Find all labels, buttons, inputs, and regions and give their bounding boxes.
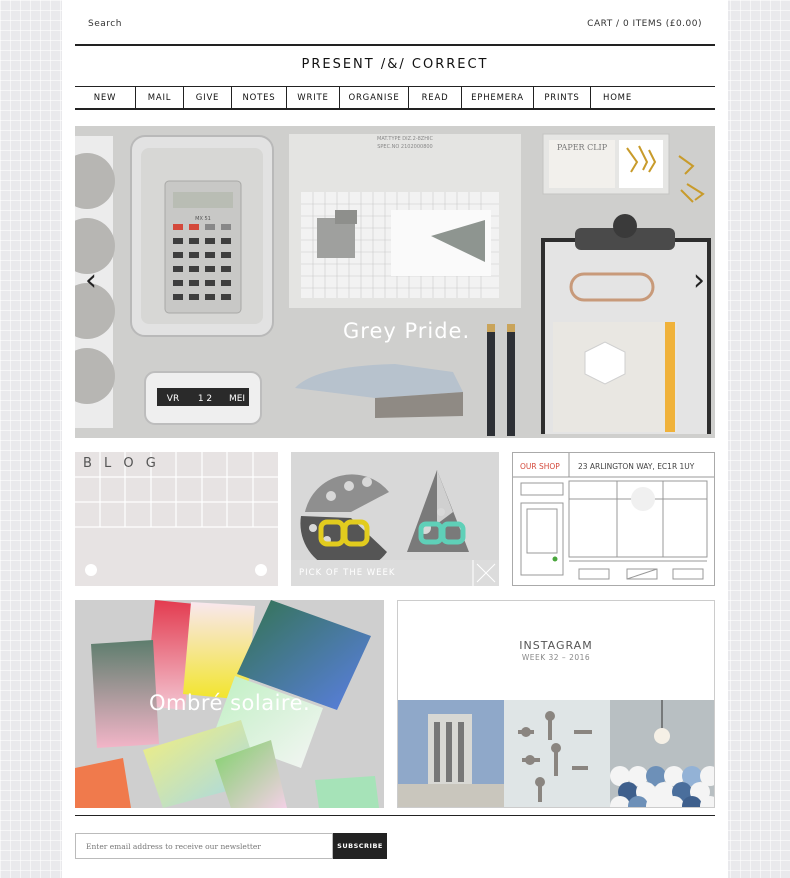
search-link[interactable]: Search [88, 19, 122, 29]
shop-address: 23 ARLINGTON WAY, EC1R 1UY [578, 462, 695, 471]
nav-item-give[interactable]: GIVE [184, 87, 232, 108]
cart-link[interactable]: CART / 0 ITEMS (£0.00) [587, 19, 702, 29]
nav-item-write[interactable]: WRITE [287, 87, 340, 108]
nav-item-ephemera[interactable]: EPHEMERA [462, 87, 534, 108]
our-shop-tile[interactable] [512, 452, 715, 586]
paper-clip-label: PAPER CLIP [556, 143, 608, 152]
chevron-left-icon[interactable]: ‹ [85, 263, 97, 298]
ombre-solaire-tile[interactable] [75, 600, 384, 808]
instagram-title: INSTAGRAM [519, 639, 593, 652]
nav-item-organise[interactable]: ORGANISE [340, 87, 409, 108]
page [62, 0, 728, 878]
nav-item-home[interactable]: HOME [603, 92, 632, 103]
svg-text:1 2: 1 2 [197, 394, 213, 404]
subscribe-button[interactable]: SUBSCRIBE [333, 833, 387, 859]
blog-grid-graphic [75, 452, 278, 586]
hero-caption[interactable]: Grey Pride. [343, 319, 471, 343]
hero-slider[interactable] [75, 126, 715, 438]
svg-text:VR: VR [166, 394, 180, 404]
pick-label: PICK OF THE WEEK [299, 568, 396, 578]
instagram-subtitle: WEEK 32 – 2016 [521, 653, 591, 662]
calculator-label: MX 51 [195, 216, 211, 222]
pick-of-the-week-tile[interactable] [291, 452, 499, 586]
svg-text:MEI: MEI [228, 394, 246, 404]
blog-tile[interactable] [75, 452, 278, 586]
svg-text:SPEC.NO 2102000800: SPEC.NO 2102000800 [377, 144, 433, 150]
instagram-tile[interactable] [397, 600, 715, 808]
pick-image [291, 452, 499, 586]
newsletter-email-input[interactable]: Enter email address to receive our newsletter [75, 833, 333, 859]
top-bar [62, 0, 728, 44]
ombre-caption: Ombré solaire. [149, 691, 311, 715]
svg-text:MAT.TYPE DIZ.2-8ZHIC: MAT.TYPE DIZ.2-8ZHIC [377, 136, 433, 142]
nav-item-mail[interactable]: MAIL [136, 87, 184, 108]
footer-divider [75, 815, 715, 816]
instagram-photos [398, 700, 714, 807]
header-divider [75, 44, 715, 46]
hero-image [75, 126, 715, 438]
nav-item-read[interactable]: READ [409, 87, 462, 108]
nav-item-new[interactable]: NEW [75, 87, 136, 108]
blog-label: B L O G [83, 456, 160, 471]
site-logo[interactable]: PRESENT /&/ CORRECT [301, 57, 489, 72]
chevron-right-icon[interactable]: › [693, 263, 705, 298]
shop-tag: OUR SHOP [520, 462, 560, 471]
main-nav [75, 86, 715, 110]
shop-front-graphic [513, 453, 714, 585]
nav-item-notes[interactable]: NOTES [232, 87, 287, 108]
nav-item-prints[interactable]: PRINTS [534, 87, 591, 108]
